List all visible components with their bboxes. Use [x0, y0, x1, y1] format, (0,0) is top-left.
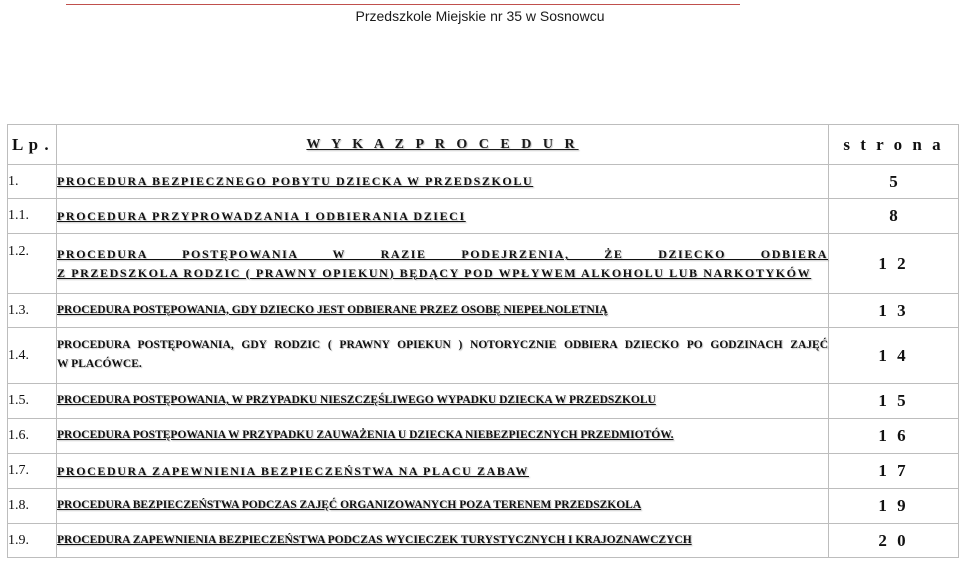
page-header: Przedszkole Miejskie nr 35 w Sosnowcu — [355, 8, 605, 24]
col-lp-header: L p . — [8, 125, 57, 165]
procedure-link[interactable]: PROCEDURA ZAPEWNIENIA BEZPIECZEŃSTWA PODCZAS WYCIECZEK TURYSTYCZNYCH I KRAJOZNAWCZYCH — [57, 533, 692, 546]
row-page: 1 6 — [829, 419, 959, 454]
row-page: 1 3 — [829, 294, 959, 328]
table-row — [8, 384, 959, 419]
col-title-header: W Y K A Z P R O C E D U R — [57, 125, 829, 165]
row-number: 1.2. — [8, 234, 57, 294]
row-title-cell — [57, 489, 829, 524]
row-title-cell — [57, 524, 829, 558]
row-title-cell — [57, 199, 829, 234]
procedure-link[interactable]: PROCEDURA ZAPEWNIENIA BEZPIECZEŃSTWA NA PLACU ZABAW — [57, 463, 530, 478]
row-page: 1 4 — [829, 328, 959, 384]
table-row — [8, 165, 959, 199]
table-row — [8, 524, 959, 558]
procedure-link[interactable]: PROCEDURA BEZPIECZNEGO POBYTU DZIECKA W PRZEDSZKOLU — [57, 174, 534, 189]
procedure-link-line2[interactable]: Z PRZEDSZKOLA RODZIC ( PRAWNY OPIEKUN) BĘDĄCY POD WPŁYWEM ALKOHOLU LUB NARKOTYKÓW — [57, 265, 812, 280]
table-row — [8, 199, 959, 234]
header-rule — [66, 4, 740, 5]
row-title-cell — [57, 384, 829, 419]
row-number: 1.4. — [8, 328, 57, 384]
procedures-table — [7, 124, 959, 558]
row-number: 1.3. — [8, 294, 57, 328]
row-number: 1.9. — [8, 524, 57, 558]
table-row — [8, 234, 959, 294]
procedure-link[interactable]: PROCEDURA BEZPIECZEŃSTWA PODCZAS ZAJĘĆ ORGANIZOWANYCH POZA TERENEM PRZEDSZKOLA — [57, 499, 642, 512]
row-number: 1.5. — [8, 384, 57, 419]
table-row — [8, 294, 959, 328]
row-number: 1.6. — [8, 419, 57, 454]
procedure-link[interactable]: PROCEDURA POSTĘPOWANIA W RAZIE PODEJRZENIA, ŻE DZIECKO ODBIERA — [57, 247, 828, 262]
row-number: 1.8. — [8, 489, 57, 524]
row-page: 8 — [829, 199, 959, 234]
row-title-cell — [57, 419, 829, 454]
procedure-link[interactable]: PROCEDURA POSTĘPOWANIA, GDY DZIECKO JEST ODBIERANE PRZEZ OSOBĘ NIEPEŁNOLETNIĄ — [57, 303, 608, 316]
col-page-header: s t r o n a — [829, 125, 959, 165]
row-title-cell — [57, 165, 829, 199]
row-title-cell — [57, 328, 829, 384]
row-page: 1 7 — [829, 454, 959, 489]
table-header-row — [8, 125, 959, 165]
row-number: 1.7. — [8, 454, 57, 489]
row-title-cell — [57, 234, 829, 294]
procedure-link[interactable]: PROCEDURA POSTĘPOWANIA W PRZYPADKU ZAUWAŻENIA U DZIECKA NIEBEZPIECZNYCH PRZEDMIOTÓW. — [57, 429, 674, 442]
row-number: 1. — [8, 165, 57, 199]
procedure-link[interactable]: PROCEDURA PRZYPROWADZANIA I ODBIERANIA DZIECI — [57, 208, 466, 223]
table-row — [8, 489, 959, 524]
table-row — [8, 454, 959, 489]
procedure-link-line2[interactable]: W PLACÓWCE. — [57, 358, 142, 370]
row-page: 1 5 — [829, 384, 959, 419]
row-number: 1.1. — [8, 199, 57, 234]
row-page: 2 0 — [829, 524, 959, 558]
table-row — [8, 419, 959, 454]
table-row — [8, 328, 959, 384]
row-title-cell — [57, 454, 829, 489]
row-page: 1 2 — [829, 234, 959, 294]
row-page: 1 9 — [829, 489, 959, 524]
procedure-link[interactable]: PROCEDURA POSTĘPOWANIA, GDY RODZIC ( PRAWNY OPIEKUN ) NOTORYCZNIE ODBIERA DZIECKO PO GODZINACH ZAJĘĆ — [57, 339, 828, 352]
procedure-link[interactable]: PROCEDURA POSTĘPOWANIA, W PRZYPADKU NIESZCZĘŚLIWEGO WYPADKU DZIECKA W PRZEDSZKOLU — [57, 394, 656, 407]
row-title-cell — [57, 294, 829, 328]
row-page: 5 — [829, 165, 959, 199]
